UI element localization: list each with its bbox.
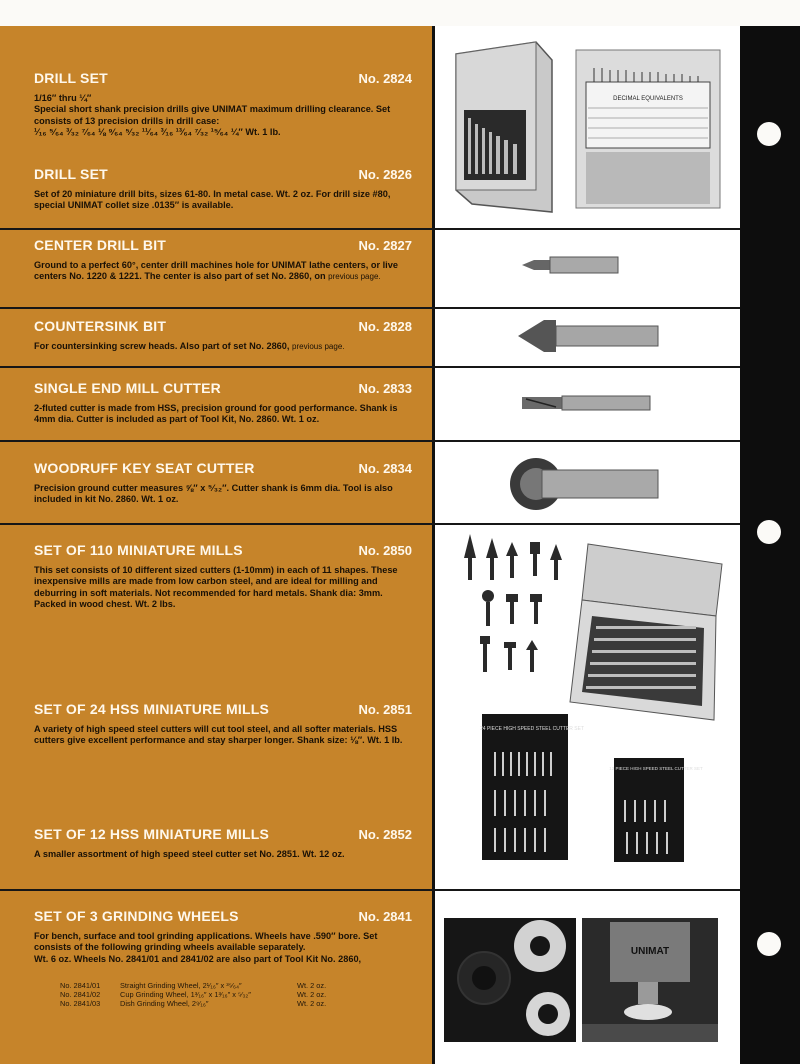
wheel-name: Cup Grinding Wheel, 1³⁄₁₆″ x 1³⁄₁₆″ x ⁵⁄₃₂″ xyxy=(120,990,251,999)
section-divider xyxy=(0,440,740,442)
drill-case-photo xyxy=(452,40,556,216)
section-divider xyxy=(0,366,740,368)
binder-strip xyxy=(740,26,800,1064)
hss-12-cutter-set-photo xyxy=(609,756,703,864)
list-item xyxy=(60,981,357,990)
section-12-hss-mills xyxy=(34,826,412,860)
wheel-number: No. 2841/01 xyxy=(60,981,101,990)
part-number: No. 2828 xyxy=(358,319,412,334)
binder-hole-icon xyxy=(757,932,781,956)
section-description: A variety of high speed steel cutters will cut tool steel, and all softer materials. HSS cutters give excellent performance and stay sharper longer. Shank size: ⅛″. Wt. 1 lb. xyxy=(34,724,403,746)
section-drill-set-2826 xyxy=(34,166,412,212)
section-center-drill-bit xyxy=(34,237,412,283)
part-number: No. 2852 xyxy=(358,827,412,842)
unimat-machine-photo xyxy=(582,918,718,1042)
section-title: SET OF 3 GRINDING WHEELS xyxy=(34,908,239,924)
part-number: No. 2850 xyxy=(358,543,412,558)
wheel-weight: Wt. 2 oz. xyxy=(297,990,327,999)
part-number: No. 2841 xyxy=(358,909,412,924)
section-divider xyxy=(0,307,740,309)
binder-hole-icon xyxy=(757,122,781,146)
section-woodruff-cutter xyxy=(34,460,412,506)
section-description: For bench, surface and tool grinding applications. Wheels have .590″ bore. Set consists of the following grinding wheels available separately. Wt. 6 oz. Wheels No. 2841/01 and 2841/02 are also part of Tool Kit No. 2860, xyxy=(34,931,378,964)
wheel-name: Straight Grinding Wheel, 2¹⁄₁₆″ x ³⁵⁄₆₄″ xyxy=(120,981,242,990)
description-text: For countersinking screw heads. Also part of set No. 2860, xyxy=(34,341,290,351)
section-title: CENTER DRILL BIT xyxy=(34,237,167,253)
section-title: COUNTERSINK BIT xyxy=(34,318,167,334)
section-description xyxy=(34,341,412,352)
section-divider xyxy=(0,228,740,230)
section-single-end-mill xyxy=(34,380,412,426)
section-title: SINGLE END MILL CUTTER xyxy=(34,380,221,396)
section-grinding-wheels xyxy=(34,908,412,965)
section-title: DRILL SET xyxy=(34,166,108,182)
section-drill-set-2824 xyxy=(34,70,412,139)
cutter-set-label: 24 PIECE HIGH SPEED STEEL CUTTER SET xyxy=(479,726,585,732)
drill-index-case-photo xyxy=(574,48,722,210)
hss-24-cutter-set-photo xyxy=(479,712,585,862)
binder-hole-icon xyxy=(757,520,781,544)
grinding-wheels-photo xyxy=(444,918,576,1042)
section-title: SET OF 24 HSS MINIATURE MILLS xyxy=(34,701,270,717)
wheel-name: Dish Grinding Wheel, 2⁹⁄₁₆″ xyxy=(120,999,209,1008)
section-description: A smaller assortment of high speed steel cutter set No. 2851. Wt. 12 oz. xyxy=(34,849,345,859)
description-note: previous page. xyxy=(328,272,381,282)
miniature-mills-photo xyxy=(456,532,566,678)
center-drill-bit-photo xyxy=(520,254,620,276)
part-number: No. 2851 xyxy=(358,702,412,717)
section-description: 1/16″ thru ¼″ Special short shank precision drills give UNIMAT maximum drilling clearance. Set consists of 13 precision drills in drill case: ¹⁄₁₆ ⁵⁄₆₄ ³⁄₃₂ ⁷⁄₆₄ ⅛ ⁹⁄₆₄ ⁵⁄₃₂ ¹¹⁄₆₄ ³⁄₁₆ ¹³⁄₆₄ ⁷⁄₃₂ ¹⁵⁄₆₄ ¼″ Wt. 1 lb. xyxy=(34,93,391,138)
part-number: No. 2833 xyxy=(358,381,412,396)
countersink-bit-photo xyxy=(516,318,662,354)
wheel-weight: Wt. 2 oz. xyxy=(297,999,327,1008)
wheel-number: No. 2841/03 xyxy=(60,999,101,1008)
section-title: WOODRUFF KEY SEAT CUTTER xyxy=(34,460,255,476)
description-note: previous page. xyxy=(292,342,345,351)
woodruff-cutter-photo xyxy=(512,452,662,516)
section-description xyxy=(34,260,412,283)
list-item xyxy=(60,999,357,1008)
section-title: SET OF 12 HSS MINIATURE MILLS xyxy=(34,826,270,842)
part-number: No. 2826 xyxy=(358,167,412,182)
section-description: 2-fluted cutter is made from HSS, precision ground for good performance. Shank is 4mm dia. Cutter is included as part of Tool Kit, No. 2860. Wt. 1 oz. xyxy=(34,403,398,425)
cutter-set-label: 12 PIECE HIGH SPEED STEEL CUTTER SET xyxy=(609,766,703,771)
section-24-hss-mills xyxy=(34,701,412,747)
wheel-number: No. 2841/02 xyxy=(60,990,101,999)
section-description: Set of 20 miniature drill bits, sizes 61-80. In metal case. Wt. 2 oz. For drill size #80, special UNIMAT collet size .0135″ is available. xyxy=(34,189,391,211)
end-mill-cutter-photo xyxy=(520,394,652,412)
description-text: Ground to a perfect 60°, center drill machines hole for UNIMAT lathe centers, or live centers No. 1220 & 1221. The center is also part of set No. 2860, on xyxy=(34,260,398,282)
part-number: No. 2827 xyxy=(358,238,412,253)
section-divider xyxy=(0,889,740,891)
section-divider xyxy=(0,523,740,525)
section-description: This set consists of 10 different sized cutters (1-10mm) in each of 11 shapes. These inexpensive mills are made from low carbon steel, and are ideal for milling and deburring in soft materials. Not recommended for hard metals. Shank dia: 3mm. Packed in wood chest. Wt. 2 lbs. xyxy=(34,565,398,610)
section-title: DRILL SET xyxy=(34,70,108,86)
list-item xyxy=(60,990,357,999)
part-number: No. 2824 xyxy=(358,71,412,86)
wheel-weight: Wt. 2 oz. xyxy=(297,981,327,990)
section-countersink-bit xyxy=(34,318,412,352)
section-110-mills xyxy=(34,542,412,611)
grinding-wheel-list xyxy=(60,981,357,1008)
part-number: No. 2834 xyxy=(358,461,412,476)
chart-label: DECIMAL EQUIVALENTS xyxy=(613,96,683,102)
machine-brand-label: UNIMAT xyxy=(630,946,670,957)
wood-chest-photo xyxy=(566,542,724,722)
section-title: SET OF 110 MINIATURE MILLS xyxy=(34,542,243,558)
section-description: Precision ground cutter measures ⅝″ x ⁵⁄₃₂″. Cutter shank is 6mm dia. Tool is also included in kit No. 2860. Wt. 1 oz. xyxy=(34,483,393,505)
